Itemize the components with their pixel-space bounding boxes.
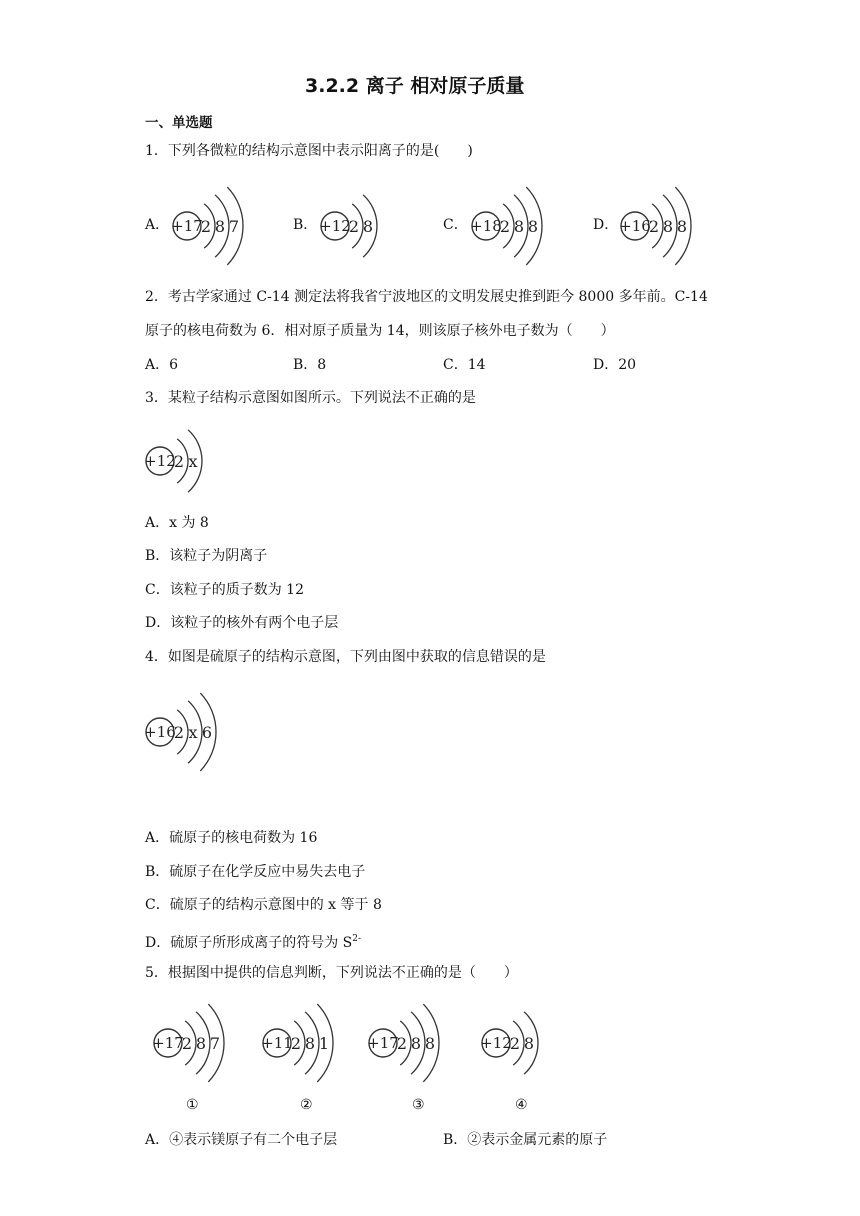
- q5-option-b[interactable]: B．②表示金属元素的原子: [443, 1132, 608, 1148]
- electron-count: 8: [527, 217, 539, 236]
- q1-option-b-letter[interactable]: B．: [293, 217, 318, 233]
- q1-option-c-diagram: [471, 176, 561, 276]
- electron-count: 2: [200, 217, 212, 236]
- q2-stem-line2: 原子的核电荷数为 6．相对原子质量为 14，则该原子核外电子数为（ ）: [145, 323, 615, 339]
- q3-stem: 3．某粒子结构示意图如图所示。下列说法不正确的是: [145, 390, 476, 406]
- electron-count: 6: [201, 723, 213, 742]
- q5-diagram-1: [153, 993, 243, 1093]
- q5-label-3: ③: [412, 1097, 425, 1113]
- electron-count: 2: [648, 217, 660, 236]
- q2-stem-line1: 2．考古学家通过 C-14 测定法将我省宁波地区的文明发展史推到距今 8000 多年前。C-14: [145, 289, 708, 305]
- q1-option-c-letter[interactable]: C．: [443, 217, 468, 233]
- electron-count: 2: [396, 1034, 408, 1053]
- nucleus-charge: +11: [261, 1034, 293, 1052]
- electron-count: 8: [195, 1034, 207, 1053]
- q3-option-d[interactable]: D．该粒子的核外有两个电子层: [145, 615, 339, 631]
- page-title: 3.2.2 离子 相对原子质量: [305, 75, 525, 97]
- electron-count: 8: [662, 217, 674, 236]
- q5-stem: 5．根据图中提供的信息判断，下列说法不正确的是（ ）: [145, 965, 518, 981]
- q1-option-a-diagram: [172, 176, 262, 276]
- q4-option-c[interactable]: C．硫原子的结构示意图中的 x 等于 8: [145, 897, 382, 913]
- electron-count: x: [188, 452, 198, 471]
- q5-diagram-3: [368, 993, 458, 1093]
- electron-count: 8: [304, 1034, 316, 1053]
- q2-option-d[interactable]: D．20: [593, 357, 637, 373]
- electron-count: 8: [410, 1034, 422, 1053]
- electron-count: x: [188, 723, 198, 742]
- q5-label-2: ②: [300, 1097, 313, 1113]
- electron-count: 7: [209, 1034, 221, 1053]
- nucleus-charge: +12: [480, 1034, 512, 1052]
- q1-option-b-diagram: [320, 176, 400, 276]
- electron-count: 7: [228, 217, 240, 236]
- q5-diagram-2: [262, 993, 352, 1093]
- q3-option-c[interactable]: C．该粒子的质子数为 12: [145, 582, 304, 598]
- q1-option-d-letter[interactable]: D．: [593, 217, 619, 233]
- nucleus-charge: +17: [171, 217, 203, 235]
- q4-option-d-text: D．硫原子所形成离子的符号为 S: [145, 935, 353, 951]
- section-heading: 一、单选题: [145, 115, 213, 131]
- q4-option-d-charge: 2-: [352, 934, 362, 944]
- nucleus-charge: +17: [152, 1034, 184, 1052]
- q3-option-a[interactable]: A．x 为 8: [145, 515, 209, 531]
- q4-option-b[interactable]: B．硫原子在化学反应中易失去电子: [145, 864, 366, 880]
- q4-stem: 4．如图是硫原子的结构示意图，下列由图中获取的信息错误的是: [145, 649, 546, 665]
- q5-label-1: ①: [186, 1097, 199, 1113]
- nucleus-charge: +16: [619, 217, 651, 235]
- q1-option-a-letter[interactable]: A．: [145, 217, 170, 233]
- nucleus-charge: +17: [367, 1034, 399, 1052]
- electron-count: 1: [318, 1034, 330, 1053]
- q2-option-c[interactable]: C．14: [443, 357, 486, 373]
- nucleus-charge: +12: [144, 452, 176, 470]
- electron-count: 2: [173, 723, 185, 742]
- electron-count: 8: [523, 1034, 535, 1053]
- electron-count: 8: [362, 217, 374, 236]
- electron-count: 2: [290, 1034, 302, 1053]
- q1-option-d-diagram: [620, 176, 710, 276]
- electron-count: 2: [173, 452, 185, 471]
- electron-count: 8: [424, 1034, 436, 1053]
- electron-count: 8: [214, 217, 226, 236]
- q4-option-a[interactable]: A．硫原子的核电荷数为 16: [145, 830, 318, 846]
- electron-count: 8: [513, 217, 525, 236]
- q4-option-d[interactable]: [145, 931, 361, 951]
- electron-count: 2: [499, 217, 511, 236]
- electron-count: 2: [348, 217, 360, 236]
- electron-count: 2: [181, 1034, 193, 1053]
- q1-stem: 1．下列各微粒的结构示意图中表示阳离子的是( ): [145, 143, 473, 159]
- q3-option-b[interactable]: B．该粒子为阴离子: [145, 548, 268, 564]
- electron-count: 8: [676, 217, 688, 236]
- q2-option-b[interactable]: B．8: [293, 357, 327, 373]
- q2-option-a[interactable]: A．6: [145, 357, 179, 373]
- q3-diagram: [145, 420, 225, 502]
- nucleus-charge: +12: [319, 217, 351, 235]
- electron-count: 2: [509, 1034, 521, 1053]
- q4-diagram: [145, 682, 235, 782]
- q5-diagram-4: [481, 993, 561, 1093]
- nucleus-charge: +16: [144, 723, 176, 741]
- q5-label-4: ④: [515, 1097, 528, 1113]
- nucleus-charge: +18: [470, 217, 502, 235]
- q5-option-a[interactable]: A．④表示镁原子有二个电子层: [145, 1132, 338, 1148]
